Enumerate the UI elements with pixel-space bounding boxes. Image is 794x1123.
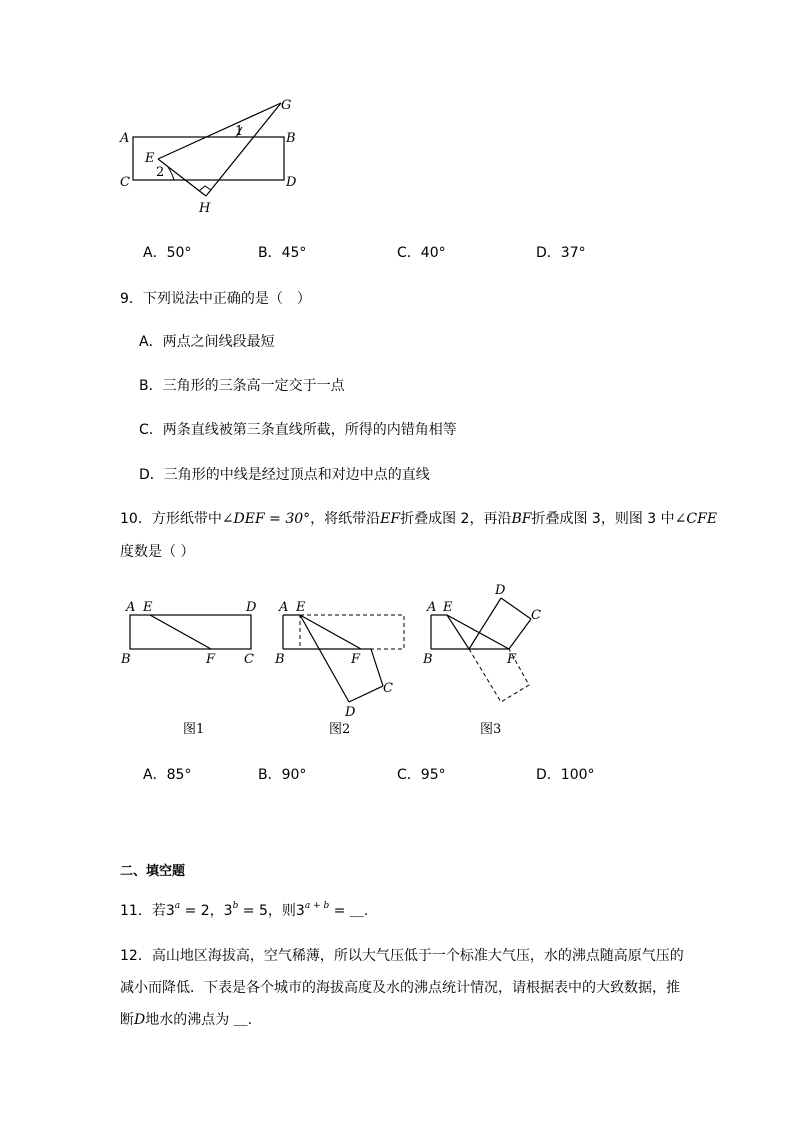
svg-text:A: A	[279, 600, 289, 615]
q11-text: 11．若	[120, 903, 166, 919]
q10-stem-math: ∠CFE	[674, 511, 718, 527]
q12-math: D	[134, 1012, 146, 1028]
svg-text:E: E	[143, 600, 153, 615]
option-value: 100°	[560, 767, 595, 783]
svg-text:C: C	[531, 608, 541, 623]
option-letter: A．	[143, 245, 167, 261]
q8-option-c	[397, 242, 446, 262]
q10-option-c	[397, 764, 446, 784]
svg-text:F: F	[507, 652, 517, 667]
q8-line-eh	[158, 159, 206, 196]
q10-figure2	[274, 600, 404, 720]
q10-stem-text: 折叠成图 3，则图 3 中	[531, 511, 675, 527]
section-title: 二、填空题	[120, 864, 186, 879]
svg-text:D: D	[246, 600, 257, 615]
q11-math: 3	[295, 903, 305, 919]
q10-option-b	[258, 764, 306, 784]
svg-text:A: A	[126, 600, 136, 615]
option-letter: A．	[143, 767, 167, 783]
q10-option-a	[143, 764, 191, 784]
q8-option-a	[143, 242, 191, 262]
q10-stem-text: 折叠成图 2，再沿	[400, 511, 512, 527]
svg-text:A: A	[427, 600, 437, 615]
option-value: 40°	[420, 245, 446, 261]
q10-stem-text: ，将纸带沿	[310, 511, 381, 527]
q10-stem	[120, 508, 717, 528]
q11-math: 3	[165, 903, 175, 919]
q11-text: = 5，则	[238, 903, 296, 919]
q8-label-angle1: 1	[235, 124, 244, 139]
svg-text:C: C	[383, 681, 393, 696]
q10-figures	[115, 575, 555, 725]
q12-line2: 减小而降低．下表是各个城市的海拔高度及水的沸点统计情况，请根据表中的大致数据，推	[120, 980, 680, 996]
q10-figure1	[120, 600, 257, 667]
q10-stem-math: ∠DEF = 30°	[221, 511, 311, 527]
option-value: 45°	[281, 245, 307, 261]
q11-exponent: a + b	[304, 901, 330, 911]
q8-label-b: B	[286, 131, 296, 146]
q8-right-angle-mark	[199, 186, 211, 191]
svg-text:E: E	[296, 600, 306, 615]
q10-caption-1: 图1	[183, 722, 205, 737]
q9-option-c: C．两条直线被第三条直线所截，所得的内错角相等	[139, 422, 457, 438]
q8-figure	[110, 92, 310, 217]
q9-option-a: A．两点之间线段最短	[139, 334, 275, 350]
q10-caption-2: 图2	[329, 722, 351, 737]
q8-label-e: E	[145, 151, 155, 166]
q8-label-d: D	[286, 175, 297, 190]
option-letter: D．	[536, 245, 561, 261]
svg-text:B: B	[423, 652, 433, 667]
option-value: 90°	[281, 767, 307, 783]
q8-label-h: H	[199, 201, 211, 216]
q10-stem-line2: 度数是（ ）	[120, 544, 195, 560]
svg-text:D: D	[495, 583, 506, 598]
svg-text:F: F	[206, 652, 216, 667]
q8-line-eg	[158, 103, 281, 159]
q9-stem: 9．下列说法中正确的是（ ）	[120, 291, 311, 307]
q9-option-b: B．三角形的三条高一定交于一点	[139, 378, 345, 394]
svg-text:D: D	[345, 705, 356, 720]
q8-label-g: G	[281, 98, 292, 113]
option-value: 37°	[560, 245, 586, 261]
option-letter: B．	[258, 767, 282, 783]
option-value: 85°	[166, 767, 192, 783]
q9-option-d: D．三角形的中线是经过顶点和对边中点的直线	[139, 467, 430, 483]
option-letter: B．	[258, 245, 282, 261]
option-letter: C．	[397, 767, 421, 783]
svg-text:C: C	[244, 652, 254, 667]
option-letter: D．	[536, 767, 561, 783]
q10-stem-math: EF	[380, 511, 401, 527]
q11-exponent: a	[174, 901, 181, 911]
q10-stem-math: BF	[511, 511, 532, 527]
q12-line1: 12．高山地区海拔高，空气稀薄，所以大气压低于一个标准大气压，水的沸点随高原气压的	[120, 948, 684, 964]
q8-label-a: A	[120, 131, 130, 146]
q10-stem-text: 10．方形纸带中	[120, 511, 222, 527]
q11-stem	[120, 900, 368, 920]
q11-math: 3	[223, 903, 233, 919]
option-letter: C．	[397, 245, 421, 261]
q11-text: = ＿.	[329, 903, 369, 919]
svg-text:B: B	[121, 652, 131, 667]
q8-label-c: C	[120, 175, 130, 190]
svg-text:E: E	[443, 600, 453, 615]
option-value: 50°	[166, 245, 192, 261]
q12-text: 断	[120, 1012, 134, 1028]
q8-label-angle2: 2	[156, 165, 165, 180]
svg-text:B: B	[275, 652, 285, 667]
option-value: 95°	[420, 767, 446, 783]
q10-caption-3: 图3	[480, 722, 502, 737]
q10-option-d	[536, 764, 595, 784]
q12-line3	[120, 1009, 252, 1029]
svg-text:F: F	[351, 652, 361, 667]
q11-text: = 2，	[180, 903, 224, 919]
q8-option-d	[536, 242, 586, 262]
q12-text: 地水的沸点为 ＿.	[145, 1012, 253, 1028]
q8-line-hg	[206, 103, 281, 196]
q10-figure3	[422, 583, 541, 702]
q11-exponent: b	[232, 901, 239, 911]
q8-option-b	[258, 242, 306, 262]
